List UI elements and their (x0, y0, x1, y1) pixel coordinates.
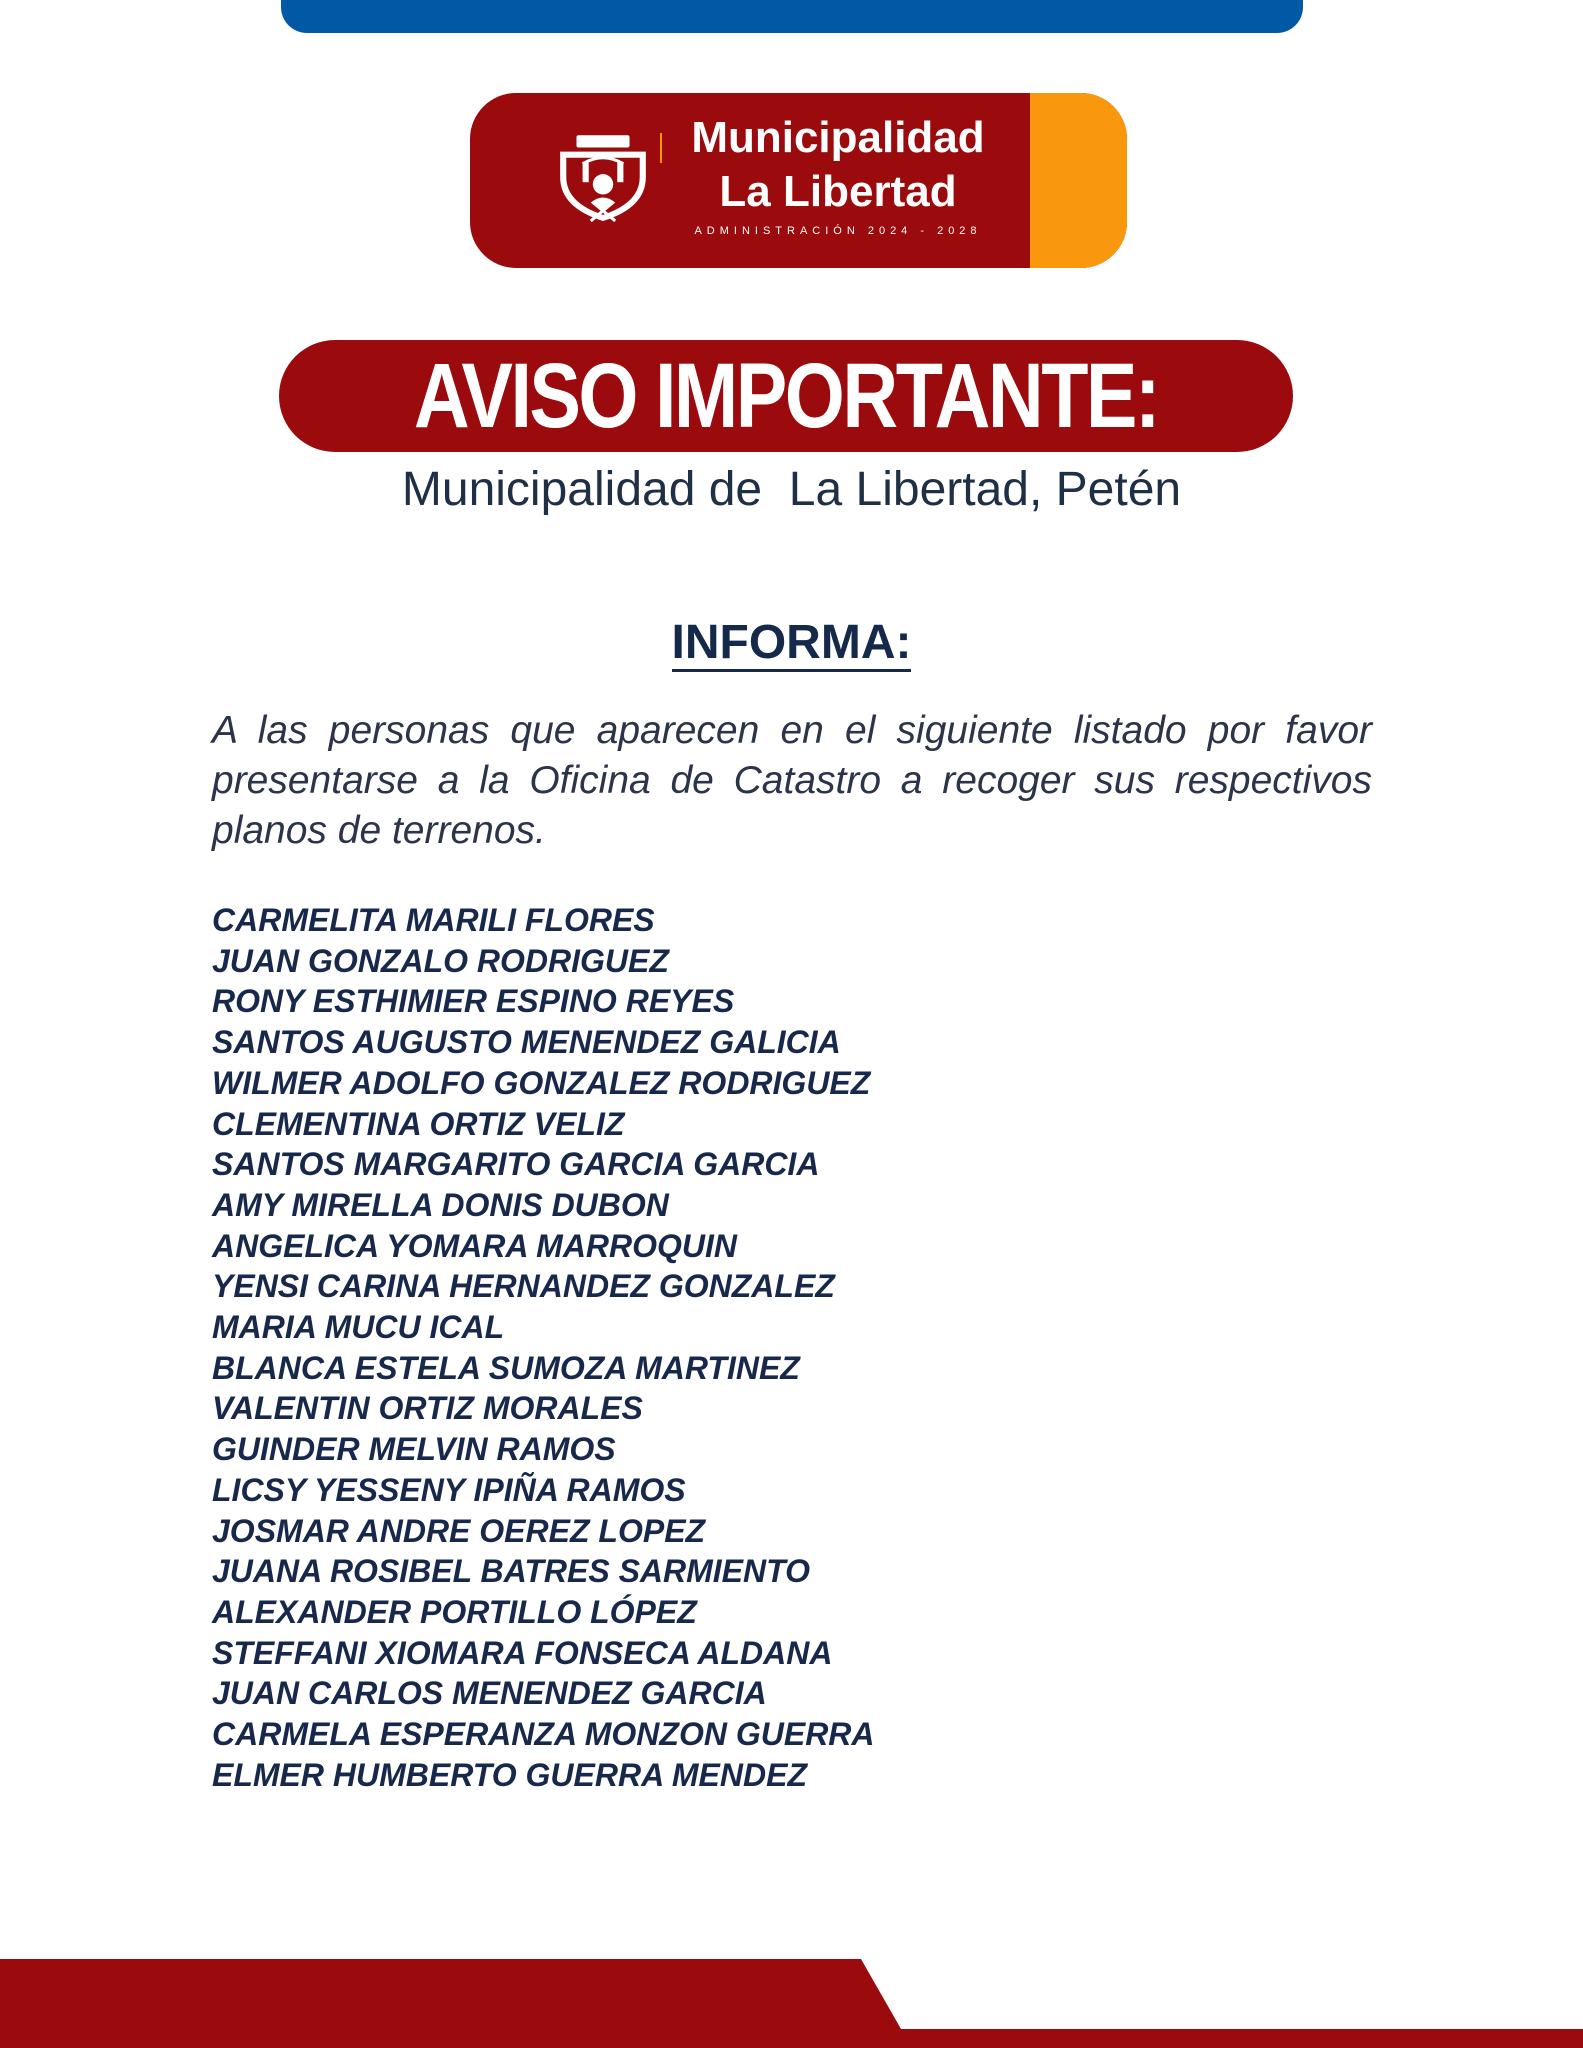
list-item: ELMER HUMBERTO GUERRA MENDEZ (212, 1756, 807, 1793)
municipal-emblem-icon (552, 121, 654, 223)
list-item: SANTOS MARGARITO GARCIA GARCIA (212, 1146, 820, 1183)
intro-paragraph: A las personas que aparecen en el siguiente listado por favor presentarse a la Oficina de Catastro a recoger sus respectivos planos de terrenos. (212, 709, 1372, 852)
bottom-decorative-bar (0, 1959, 1583, 2048)
logo-divider (660, 133, 662, 163)
list-item: ANGELICA YOMARA MARROQUIN (212, 1227, 738, 1264)
list-item: ALEXANDER PORTILLO LÓPEZ (212, 1593, 697, 1630)
logo-orange-accent (1030, 93, 1127, 268)
list-item: YENSI CARINA HERNANDEZ GONZALEZ (212, 1268, 835, 1305)
notice-title-banner (279, 340, 1293, 452)
list-item: JOSMAR ANDRE OEREZ LOPEZ (212, 1512, 706, 1549)
list-item: WILMER ADOLFO GONZALEZ RODRIGUEZ (212, 1064, 871, 1101)
names-list (212, 900, 875, 1795)
list-item: LICSY YESSENY IPIÑA RAMOS (212, 1471, 686, 1508)
list-item: MARIA MUCU ICAL (212, 1309, 505, 1346)
municipality-logo-banner (470, 93, 1127, 268)
logo-administration: ADMINISTRACIÓN 2024 - 2028 (694, 225, 982, 237)
list-item: VALENTIN ORTIZ MORALES (212, 1390, 643, 1427)
logo-name-line1: Municipalidad (691, 113, 985, 162)
notice-subtitle: Municipalidad de La Libertad, Petén (401, 463, 1182, 516)
notice-title: AVISO IMPORTANTE: (413, 345, 1159, 447)
top-blue-bar (281, 0, 1303, 33)
list-item: RONY ESTHIMIER ESPINO REYES (212, 983, 735, 1020)
informa-heading: INFORMA: (672, 616, 912, 672)
list-item: CLEMENTINA ORTIZ VELIZ (212, 1105, 625, 1142)
list-item: BLANCA ESTELA SUMOZA MARTINEZ (212, 1349, 800, 1386)
list-item: JUAN CARLOS MENENDEZ GARCIA (212, 1675, 767, 1712)
list-item: CARMELITA MARILI FLORES (212, 902, 655, 938)
list-item: SANTOS AUGUSTO MENENDEZ GALICIA (212, 1024, 841, 1061)
list-item: STEFFANI XIOMARA FONSECA ALDANA (212, 1634, 833, 1671)
list-item: JUAN GONZALO RODRIGUEZ (212, 942, 669, 979)
list-item: AMY MIRELLA DONIS DUBON (212, 1186, 669, 1223)
list-item: JUANA ROSIBEL BATRES SARMIENTO (212, 1553, 810, 1590)
list-item: CARMELA ESPERANZA MONZON GUERRA (212, 1716, 875, 1753)
logo-name-line2: La Libertad (719, 167, 957, 216)
informa-heading-wrap (0, 613, 1583, 684)
list-item: GUINDER MELVIN RAMOS (212, 1431, 616, 1468)
